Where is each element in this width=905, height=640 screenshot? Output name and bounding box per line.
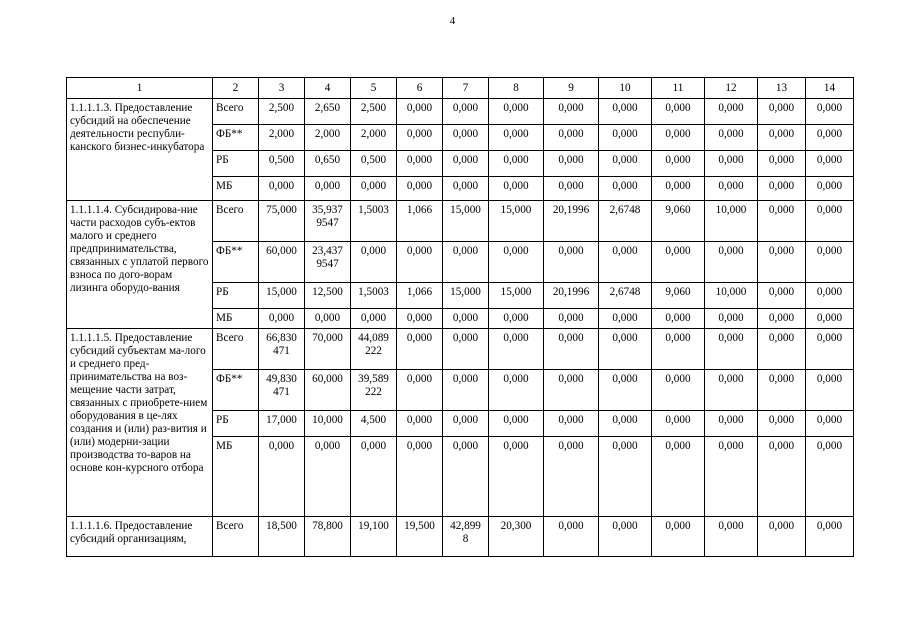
column-header: 13 [758,78,806,99]
funding-source: РБ [213,151,259,177]
table-row [67,99,854,125]
value-cell: 0,000 [806,411,854,437]
column-header: 7 [443,78,489,99]
value-cell: 0,000 [599,329,652,370]
column-header: 4 [305,78,351,99]
value-cell: 0,000 [305,309,351,329]
value-cell: 23,437 9547 [305,242,351,283]
column-header: 2 [213,78,259,99]
table-row [67,517,854,557]
value-cell: 2,000 [259,125,305,151]
funding-source: МБ [213,309,259,329]
value-cell: 0,500 [259,151,305,177]
value-cell: 0,000 [544,370,599,411]
measure-description: 1.1.1.1.5. Предоставление субсидий субъектам ма-лого и среднего пред-принимательства на воз-мещение части затрат, связанных с приобрете-нием оборудования в це-лях создания и (или) раз-вития и (или) модерни-зации производства то-варов на основе кон-курсного отбора [67,329,213,517]
value-cell: 0,000 [806,99,854,125]
value-cell: 0,000 [443,151,489,177]
value-cell: 0,000 [397,151,443,177]
measure-description: 1.1.1.1.4. Субсидирова-ние части расходов субъ-ектов малого и среднего предпринимательства, связанных с уплатой первого взноса по дого-ворам лизинга оборудо-вания [67,201,213,329]
value-cell: 10,000 [305,411,351,437]
value-cell: 0,000 [758,329,806,370]
value-cell: 0,000 [259,177,305,201]
value-cell: 0,000 [544,309,599,329]
value-cell: 0,000 [705,370,758,411]
funding-source: РБ [213,283,259,309]
funding-source: РБ [213,411,259,437]
value-cell: 60,000 [259,242,305,283]
value-cell: 15,000 [259,283,305,309]
funding-source: Всего [213,329,259,370]
measure-description: 1.1.1.1.3. Предоставление субсидий на обеспечение деятельности республи-канского бизнес-инкубатора [67,99,213,201]
value-cell: 0,000 [705,411,758,437]
value-cell: 0,000 [599,125,652,151]
value-cell: 0,000 [351,309,397,329]
value-cell: 20,1996 [544,283,599,309]
value-cell: 0,000 [806,283,854,309]
value-cell: 15,000 [443,201,489,242]
value-cell: 0,000 [397,242,443,283]
value-cell: 0,000 [758,283,806,309]
value-cell: 9,060 [652,201,705,242]
value-cell: 0,000 [705,125,758,151]
value-cell: 0,000 [705,177,758,201]
value-cell: 19,100 [351,517,397,557]
value-cell: 0,000 [705,329,758,370]
value-cell: 0,000 [652,99,705,125]
value-cell: 0,000 [806,437,854,517]
value-cell: 0,000 [544,437,599,517]
value-cell: 70,000 [305,329,351,370]
page-number: 4 [449,15,456,27]
value-cell: 0,000 [599,370,652,411]
value-cell: 0,000 [397,370,443,411]
value-cell: 0,000 [599,309,652,329]
value-cell: 0,000 [259,437,305,517]
column-header: 3 [259,78,305,99]
value-cell: 0,000 [443,309,489,329]
value-cell: 0,000 [397,329,443,370]
value-cell: 0,000 [599,151,652,177]
value-cell: 0,000 [705,151,758,177]
value-cell: 0,000 [758,177,806,201]
column-header: 6 [397,78,443,99]
value-cell: 0,000 [652,329,705,370]
value-cell: 0,000 [758,201,806,242]
funding-source: МБ [213,177,259,201]
value-cell: 0,000 [489,411,544,437]
value-cell: 0,000 [758,99,806,125]
value-cell: 15,000 [443,283,489,309]
value-cell: 0,000 [397,411,443,437]
value-cell: 60,000 [305,370,351,411]
column-header: 5 [351,78,397,99]
value-cell: 0,000 [758,242,806,283]
value-cell: 49,830 471 [259,370,305,411]
value-cell: 0,000 [652,411,705,437]
value-cell: 0,000 [652,517,705,557]
value-cell: 0,000 [397,309,443,329]
value-cell: 2,000 [305,125,351,151]
value-cell: 0,000 [305,437,351,517]
value-cell: 0,000 [351,242,397,283]
column-header: 9 [544,78,599,99]
value-cell: 0,000 [758,151,806,177]
column-header: 8 [489,78,544,99]
value-cell: 0,000 [705,309,758,329]
value-cell: 0,000 [599,517,652,557]
value-cell: 0,000 [806,151,854,177]
value-cell: 0,000 [489,125,544,151]
value-cell: 19,500 [397,517,443,557]
value-cell: 78,800 [305,517,351,557]
value-cell: 0,500 [351,151,397,177]
value-cell: 0,000 [652,370,705,411]
funding-source: МБ [213,437,259,517]
value-cell: 0,000 [806,125,854,151]
value-cell: 35,937 9547 [305,201,351,242]
value-cell: 0,000 [544,99,599,125]
value-cell: 0,000 [599,437,652,517]
value-cell: 0,000 [758,517,806,557]
value-cell: 0,000 [489,177,544,201]
value-cell: 0,000 [652,437,705,517]
value-cell: 2,500 [351,99,397,125]
value-cell: 0,000 [351,177,397,201]
value-cell: 4,500 [351,411,397,437]
value-cell: 0,000 [544,151,599,177]
value-cell: 0,000 [806,177,854,201]
value-cell: 0,000 [489,151,544,177]
value-cell: 12,500 [305,283,351,309]
value-cell: 2,6748 [599,283,652,309]
value-cell: 0,000 [443,329,489,370]
value-cell: 0,000 [806,370,854,411]
value-cell: 0,000 [397,99,443,125]
value-cell: 0,000 [489,309,544,329]
value-cell: 0,000 [758,411,806,437]
value-cell: 0,000 [806,309,854,329]
funding-source: ФБ** [213,125,259,151]
value-cell: 0,000 [806,201,854,242]
column-header: 1 [67,78,213,99]
value-cell: 0,000 [443,411,489,437]
value-cell: 0,000 [489,242,544,283]
value-cell: 1,066 [397,201,443,242]
value-cell: 0,000 [806,242,854,283]
value-cell: 10,000 [705,201,758,242]
value-cell: 0,000 [544,329,599,370]
value-cell: 0,000 [489,99,544,125]
value-cell: 44,089 222 [351,329,397,370]
value-cell: 0,000 [599,177,652,201]
value-cell: 66,830 471 [259,329,305,370]
value-cell: 0,000 [397,437,443,517]
value-cell: 0,000 [705,517,758,557]
value-cell: 0,000 [544,517,599,557]
value-cell: 20,1996 [544,201,599,242]
value-cell: 0,000 [351,437,397,517]
funding-source: Всего [213,517,259,557]
value-cell: 0,000 [758,370,806,411]
value-cell: 2,6748 [599,201,652,242]
value-cell: 0,000 [443,437,489,517]
value-cell: 0,000 [544,177,599,201]
value-cell: 0,000 [652,125,705,151]
header-row [67,78,854,99]
value-cell: 0,000 [652,309,705,329]
value-cell: 18,500 [259,517,305,557]
funding-source: Всего [213,201,259,242]
value-cell: 0,000 [443,242,489,283]
table-row [67,329,854,370]
value-cell: 0,000 [397,177,443,201]
value-cell: 0,000 [544,411,599,437]
value-cell: 0,000 [758,437,806,517]
funding-source: ФБ** [213,370,259,411]
value-cell: 0,000 [652,151,705,177]
value-cell: 42,899 8 [443,517,489,557]
value-cell: 0,000 [652,242,705,283]
column-header: 12 [705,78,758,99]
value-cell: 0,000 [705,242,758,283]
value-cell: 0,000 [544,125,599,151]
column-header: 10 [599,78,652,99]
value-cell: 0,000 [397,125,443,151]
value-cell: 17,000 [259,411,305,437]
value-cell: 1,5003 [351,201,397,242]
value-cell: 0,000 [806,329,854,370]
value-cell: 0,000 [599,411,652,437]
value-cell: 0,000 [652,177,705,201]
value-cell: 0,000 [305,177,351,201]
column-header: 11 [652,78,705,99]
table-row [67,201,854,242]
value-cell: 2,650 [305,99,351,125]
value-cell: 0,000 [599,242,652,283]
value-cell: 2,500 [259,99,305,125]
value-cell: 0,000 [443,370,489,411]
value-cell: 0,000 [443,177,489,201]
value-cell: 0,000 [443,125,489,151]
value-cell: 75,000 [259,201,305,242]
value-cell: 2,000 [351,125,397,151]
value-cell: 0,000 [443,99,489,125]
value-cell: 0,650 [305,151,351,177]
measure-description: 1.1.1.1.6. Предоставление субсидий организациям, [67,517,213,557]
value-cell: 15,000 [489,201,544,242]
value-cell: 0,000 [599,99,652,125]
value-cell: 0,000 [705,99,758,125]
value-cell: 9,060 [652,283,705,309]
value-cell: 0,000 [259,309,305,329]
value-cell: 0,000 [489,437,544,517]
value-cell: 0,000 [705,437,758,517]
column-header: 14 [806,78,854,99]
value-cell: 20,300 [489,517,544,557]
value-cell: 0,000 [489,370,544,411]
value-cell: 15,000 [489,283,544,309]
value-cell: 39,589 222 [351,370,397,411]
budget-table [66,77,854,557]
funding-source: Всего [213,99,259,125]
value-cell: 1,066 [397,283,443,309]
value-cell: 0,000 [758,309,806,329]
value-cell: 0,000 [544,242,599,283]
value-cell: 0,000 [758,125,806,151]
value-cell: 1,5003 [351,283,397,309]
funding-source: ФБ** [213,242,259,283]
value-cell: 0,000 [806,517,854,557]
value-cell: 0,000 [489,329,544,370]
value-cell: 10,000 [705,283,758,309]
